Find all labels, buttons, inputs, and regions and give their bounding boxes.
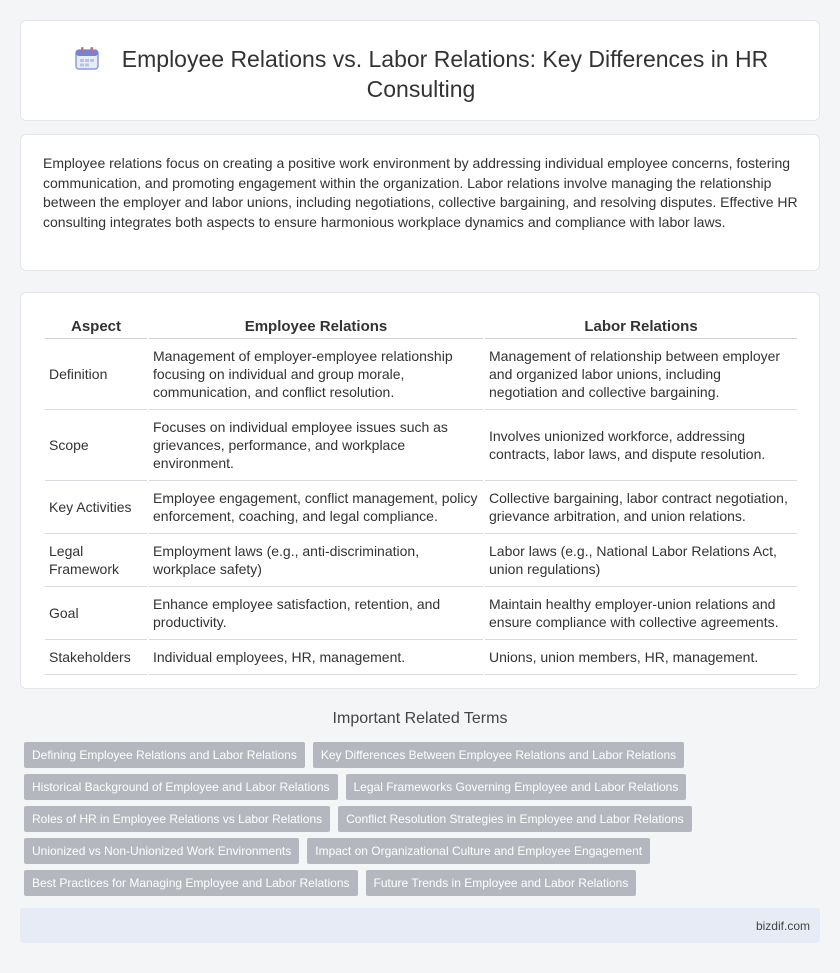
table-row [45,587,797,640]
page-title [21,44,821,104]
table-row [45,534,797,587]
table-header-row [45,315,797,339]
cell-aspect: Legal Framework [45,534,147,587]
cell-aspect: Scope [45,410,147,481]
related-term-link[interactable]: Future Trends in Employee and Labor Relations [366,870,637,896]
cell-employee-relations: Enhance employee satisfaction, retention, and productivity. [149,587,483,640]
related-term-link[interactable]: Defining Employee Relations and Labor Relations [24,742,305,768]
related-term-link[interactable]: Best Practices for Managing Employee and Labor Relations [24,870,358,896]
cell-labor-relations: Management of relationship between employer and organized labor unions, including negotiation and collective bargaining. [485,339,797,410]
related-term-link[interactable]: Key Differences Between Employee Relations and Labor Relations [313,742,684,768]
footer-site-link[interactable]: bizdif.com [755,919,810,933]
intro-card [20,134,820,271]
cell-labor-relations: Unions, union members, HR, management. [485,640,797,675]
table-row [45,640,797,675]
related-term-link[interactable]: Unionized vs Non-Unionized Work Environments [24,838,299,864]
related-terms-row [24,774,824,806]
related-terms-row [24,806,824,838]
title-card [20,20,820,121]
table-row [45,339,797,410]
related-term-link[interactable]: Historical Background of Employee and Labor Relations [24,774,338,800]
cell-employee-relations: Management of employer-employee relationship focusing on individual and group morale, communication, and conflict resolution. [149,339,483,410]
table-row [45,410,797,481]
header-labor-relations: Labor Relations [485,315,797,339]
cell-labor-relations: Maintain healthy employer-union relations and ensure compliance with collective agreements. [485,587,797,640]
table-row [45,481,797,534]
related-terms-heading: Important Related Terms [332,710,508,727]
related-terms-row [24,742,824,774]
comparison-table [43,315,799,675]
cell-employee-relations: Employee engagement, conflict management, policy enforcement, coaching, and legal compliance. [149,481,483,534]
related-terms-row [24,870,824,902]
cell-employee-relations: Individual employees, HR, management. [149,640,483,675]
cell-employee-relations: Focuses on individual employee issues such as grievances, performance, and workplace environment. [149,410,483,481]
cell-employee-relations: Employment laws (e.g., anti-discrimination, workplace safety) [149,534,483,587]
related-term-link[interactable]: Legal Frameworks Governing Employee and Labor Relations [346,774,687,800]
related-term-link[interactable]: Roles of HR in Employee Relations vs Labor Relations [24,806,330,832]
cell-aspect: Key Activities [45,481,147,534]
header-employee-relations: Employee Relations [149,315,483,339]
cell-aspect: Definition [45,339,147,410]
cell-labor-relations: Involves unionized workforce, addressing contracts, labor laws, and dispute resolution. [485,410,797,481]
page-title-text: Employee Relations vs. Labor Relations: Key Differences in HR Consulting [121,46,769,102]
header-aspect: Aspect [45,315,147,339]
calendar-icon [74,46,100,70]
cell-aspect: Stakeholders [45,640,147,675]
intro-paragraph: Employee relations focus on creating a positive work environment by addressing individual employee concerns, fostering communication, and promoting engagement within the organization. Labor relations involve managing the relationship between the employer and labor unions, including negotiations, collective bargaining, and resolving disputes. Effective HR consulting integrates both aspects to ensure harmonious workplace dynamics and compliance with labor laws. [43,155,798,230]
cell-labor-relations: Labor laws (e.g., National Labor Relations Act, union regulations) [485,534,797,587]
comparison-card [20,292,820,689]
related-term-link[interactable]: Conflict Resolution Strategies in Employee and Labor Relations [338,806,692,832]
footer-bar [20,908,820,943]
cell-aspect: Goal [45,587,147,640]
related-terms-list [24,742,824,902]
title-wrap [21,44,821,104]
related-terms-row [24,838,824,870]
related-term-link[interactable]: Impact on Organizational Culture and Employee Engagement [307,838,650,864]
cell-labor-relations: Collective bargaining, labor contract negotiation, grievance arbitration, and union relations. [485,481,797,534]
